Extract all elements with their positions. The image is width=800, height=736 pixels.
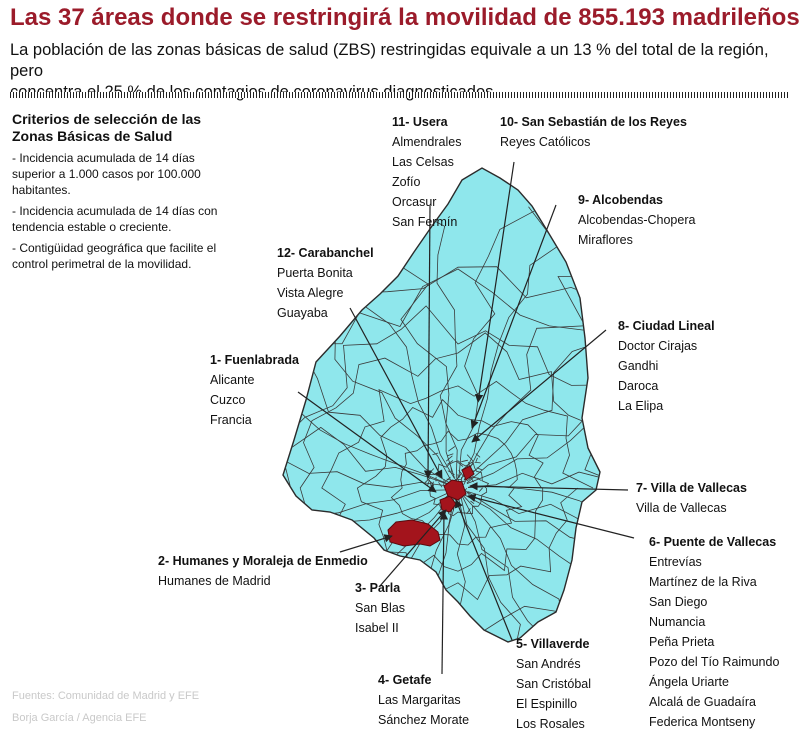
author-credit: Borja García / Agencia EFE — [12, 712, 147, 724]
district-label-humanes — [158, 551, 368, 591]
district-heading: 1- Fuenlabrada — [210, 353, 299, 367]
criteria-line: tendencia estable o creciente. — [12, 220, 172, 234]
zone-name: Gandhi — [618, 359, 659, 373]
zone-name: Peña Prieta — [649, 635, 715, 649]
criteria-line: superior a 1.000 casos por 100.000 — [12, 167, 201, 181]
district-label-fuenlabrada — [210, 350, 299, 430]
zone-name: San Blas — [355, 601, 406, 615]
zone-name: Alicante — [210, 373, 255, 387]
zone-name: Cuzco — [210, 393, 246, 407]
zone-name: Los Rosales — [516, 717, 585, 731]
district-label-villaverde — [516, 634, 591, 734]
zone-name: Doctor Cirajas — [618, 339, 698, 353]
zone-name: Villa de Vallecas — [636, 501, 727, 515]
zone-name: Martínez de la Riva — [649, 575, 757, 589]
zone-name: Miraflores — [578, 233, 633, 247]
district-heading: 3- Parla — [355, 581, 401, 595]
zone-name: Las Celsas — [392, 155, 454, 169]
district-label-parla — [355, 578, 405, 638]
subtitle-line: La población de las zonas básicas de salud (ZBS) restringidas equivale a un 13 % del total de la región, pero — [10, 41, 769, 80]
zone-name: Reyes Católicos — [500, 135, 591, 149]
zone-name: Federica Montseny — [649, 715, 756, 729]
zone-name: Francia — [210, 413, 252, 427]
criteria-line: control perimetral de la movilidad. — [12, 257, 192, 271]
district-heading: 2- Humanes y Moraleja de Enmedio — [158, 554, 368, 568]
criteria-line: - Incidencia acumulada de 14 días con — [12, 204, 218, 218]
district-label-ciudad-lineal — [618, 316, 715, 416]
zone-name: Ángela Uriarte — [649, 675, 729, 689]
zone-name: Las Margaritas — [378, 693, 461, 707]
zone-boundary — [475, 462, 481, 463]
zone-name: Numancia — [649, 615, 706, 629]
zone-name: Almendrales — [392, 135, 462, 149]
district-label-getafe — [378, 670, 469, 730]
zone-name: Puerta Bonita — [277, 266, 353, 280]
criteria-line: habitantes. — [12, 183, 71, 197]
source-credit: Fuentes: Comunidad de Madrid y EFE — [12, 690, 200, 702]
zone-name: San Andrés — [516, 657, 581, 671]
district-heading: 5- Villaverde — [516, 637, 590, 651]
district-label-puente-vallecas — [649, 532, 779, 732]
zone-name: Pozo del Tío Raimundo — [649, 655, 780, 669]
zone-name: Entrevías — [649, 555, 702, 569]
zone-name: San Fermín — [392, 215, 458, 229]
district-heading: 10- San Sebastián de los Reyes — [500, 115, 687, 129]
zone-name: Isabel II — [355, 621, 399, 635]
district-heading: 11- Usera — [392, 115, 448, 129]
district-heading: 4- Getafe — [378, 673, 432, 687]
district-label-villa-vallecas — [636, 478, 747, 518]
zone-name: Daroca — [618, 379, 659, 393]
zone-name: El Espinillo — [516, 697, 578, 711]
district-label-usera — [392, 112, 461, 232]
district-label-sanse — [500, 112, 687, 152]
zone-name: Vista Alegre — [277, 286, 344, 300]
zone-boundary — [470, 494, 471, 495]
district-heading: 7- Villa de Vallecas — [636, 481, 747, 495]
zone-name: Orcasur — [392, 195, 437, 209]
district-heading: 6- Puente de Vallecas — [649, 535, 777, 549]
criteria-title-line: Zonas Básicas de Salud — [12, 128, 173, 144]
criteria-line: - Contigüidad geográfica que facilite el — [12, 241, 217, 255]
zone-name: San Diego — [649, 595, 708, 609]
zone-name: San Cristóbal — [516, 677, 592, 691]
district-heading: 9- Alcobendas — [578, 193, 663, 207]
page-title: Las 37 áreas donde se restringirá la movilidad de 855.193 madrileños — [10, 4, 800, 31]
criteria-line: - Incidencia acumulada de 14 días — [12, 151, 195, 165]
zone-name: La Elipa — [618, 399, 664, 413]
zone-name: Guayaba — [277, 306, 328, 320]
district-label-alcobendas — [578, 190, 695, 250]
zone-name: Alcalá de Guadaíra — [649, 695, 757, 709]
district-heading: 8- Ciudad Lineal — [618, 319, 715, 333]
criteria-title-line: Criterios de selección de las — [12, 111, 202, 127]
zone-name: Sánchez Morate — [378, 713, 470, 727]
district-label-carabanchel — [277, 243, 374, 323]
zone-name: Humanes de Madrid — [158, 574, 271, 588]
district-heading: 12- Carabanchel — [277, 246, 374, 260]
zone-name: Zofío — [392, 175, 421, 189]
zone-name: Alcobendas-Chopera — [578, 213, 696, 227]
